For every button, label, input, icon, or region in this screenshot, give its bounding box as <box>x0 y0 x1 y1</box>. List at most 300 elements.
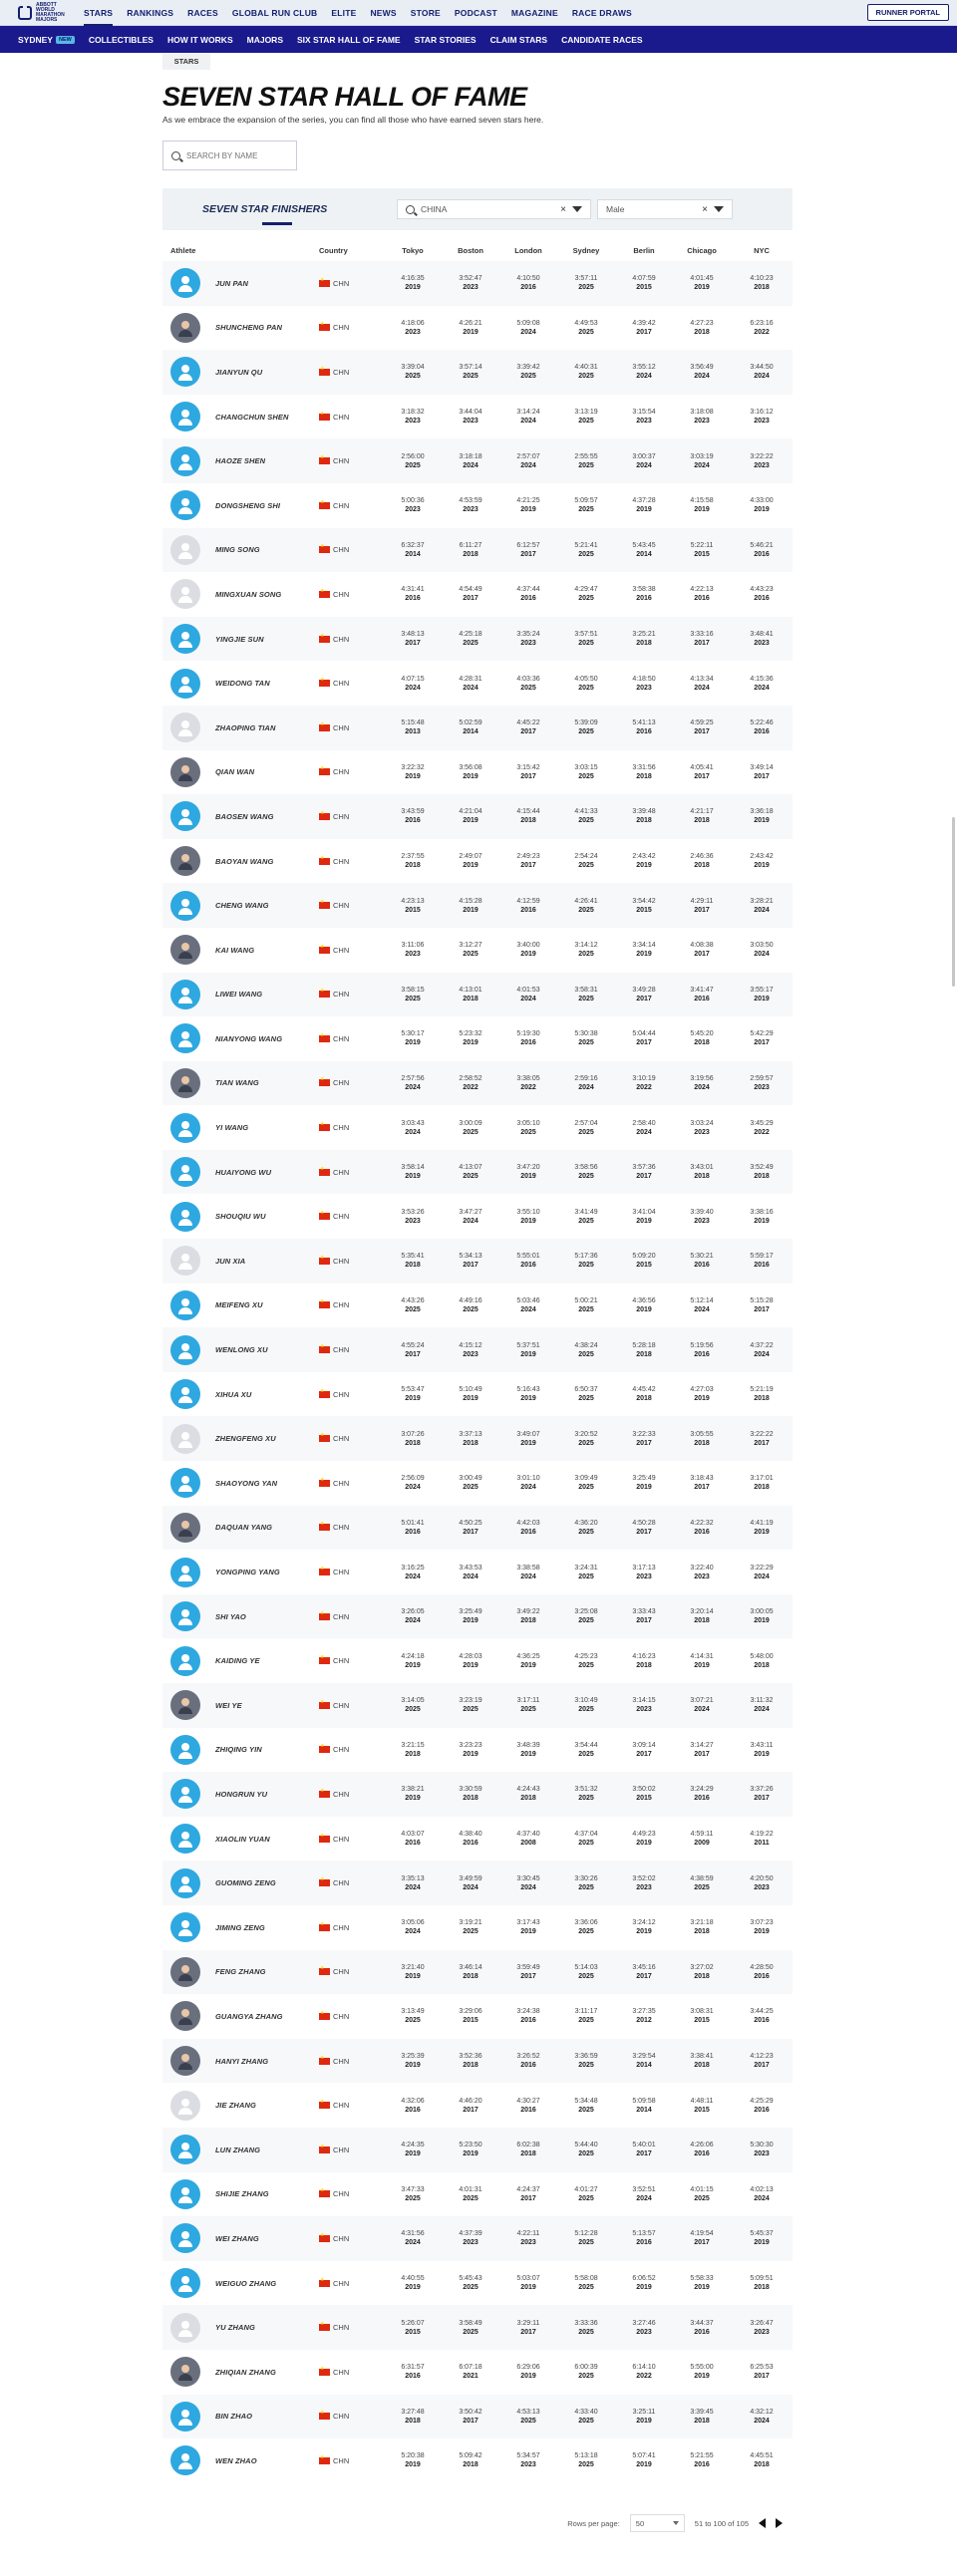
finish-year: 2016 <box>754 2017 770 2025</box>
nav-item-stars[interactable]: STARS <box>84 0 113 26</box>
country-cell <box>319 528 384 573</box>
result-cell <box>615 2039 673 2084</box>
athlete-name[interactable]: DONGSHENG SHI <box>215 500 281 510</box>
table-row[interactable] <box>162 839 793 884</box>
result-cell <box>615 1728 673 1773</box>
table-header <box>162 240 793 261</box>
finish-time: 3:21:15 <box>401 1741 425 1749</box>
result-cell <box>557 1638 615 1683</box>
table-row[interactable] <box>162 750 793 795</box>
nav-item-podcast[interactable]: PODCAST <box>454 7 497 18</box>
athlete-name[interactable]: WEIGUO ZHANG <box>215 2278 277 2288</box>
china-flag-icon <box>319 1480 330 1487</box>
athlete-name[interactable]: BAOSEN WANG <box>215 811 274 821</box>
table-row[interactable] <box>162 572 793 617</box>
finish-year: 2025 <box>463 951 478 959</box>
country-code: CHN <box>333 2189 350 2199</box>
finish-time: 4:18:06 <box>401 319 425 327</box>
finish-year: 2016 <box>636 595 652 603</box>
country-cell <box>319 1772 384 1817</box>
result-cell <box>615 1061 673 1106</box>
result-cell <box>384 2083 442 2128</box>
table-row[interactable] <box>162 617 793 662</box>
table-row[interactable] <box>162 261 793 306</box>
table-row[interactable] <box>162 1105 793 1150</box>
result-cell <box>499 1461 557 1506</box>
column-header-sydney[interactable]: Sydney <box>572 246 600 255</box>
athlete-name[interactable]: CHANGCHUN SHEN <box>215 412 289 422</box>
finish-time: 4:49:23 <box>632 1831 656 1839</box>
column-header-chicago[interactable]: Chicago <box>687 246 717 255</box>
finish-year: 2011 <box>754 1840 770 1848</box>
breadcrumb[interactable]: STARS <box>162 53 210 70</box>
athlete-name[interactable]: NIANYONG WANG <box>215 1033 283 1043</box>
table-row[interactable] <box>162 2039 793 2084</box>
finish-time: 3:39:45 <box>690 2408 714 2416</box>
finish-year: 2025 <box>578 1840 594 1848</box>
result-cell <box>615 839 673 884</box>
subnav-item-label: MAJORS <box>246 34 283 45</box>
athlete-cell <box>162 750 319 795</box>
result-cell <box>442 528 499 573</box>
subnav-item-six-star-hall-of-fame[interactable] <box>297 35 401 45</box>
athlete-cell <box>162 883 319 928</box>
table-row[interactable] <box>162 1594 793 1639</box>
table-row[interactable] <box>162 1860 793 1905</box>
finish-year: 2016 <box>694 2461 710 2469</box>
table-row[interactable] <box>162 1150 793 1195</box>
athlete-wrap <box>170 2313 319 2343</box>
athlete-name[interactable]: HONGRUN YU <box>215 1789 268 1799</box>
athlete-wrap <box>170 402 319 431</box>
finish-time: 3:33:43 <box>632 1608 656 1616</box>
result-cell <box>442 2172 499 2217</box>
athlete-name[interactable]: LIWEI WANG <box>215 990 263 1000</box>
athlete-name[interactable]: BAOYAN WANG <box>215 856 274 866</box>
athlete-name[interactable]: CHENG WANG <box>215 901 269 911</box>
result-cell <box>731 661 793 706</box>
table-row[interactable] <box>162 306 793 351</box>
result-cell <box>442 1327 499 1372</box>
finish-time: 3:03:24 <box>690 1119 714 1127</box>
table-row[interactable] <box>162 1061 793 1106</box>
finish-year: 2024 <box>754 1706 770 1714</box>
country-code: CHN <box>333 1078 350 1088</box>
table-row[interactable] <box>162 1016 793 1061</box>
runner-portal-button[interactable]: RUNNER PORTAL <box>867 4 949 21</box>
table-row[interactable] <box>162 1284 793 1328</box>
rows-per-page-select[interactable] <box>630 2514 685 2532</box>
table-row[interactable] <box>162 1372 793 1417</box>
finish-year: 2024 <box>694 1083 710 1091</box>
finish-time: 3:30:59 <box>459 1786 482 1794</box>
country-cell <box>319 750 384 795</box>
result-cell <box>731 750 793 795</box>
table-row[interactable] <box>162 1905 793 1950</box>
athlete-wrap <box>170 1424 319 1454</box>
table-row[interactable] <box>162 528 793 573</box>
nav-item-rankings[interactable]: RANKINGS <box>127 7 174 18</box>
china-flag-icon <box>319 2324 330 2331</box>
table-row[interactable] <box>162 2128 793 2172</box>
athlete-name[interactable]: LUN ZHANG <box>215 2145 261 2154</box>
table-row[interactable] <box>162 350 793 395</box>
chevron-down-icon[interactable] <box>714 206 724 212</box>
athlete-name[interactable]: ZHENGFENG XU <box>215 1434 276 1444</box>
table-row[interactable] <box>162 2216 793 2261</box>
subnav-item-majors[interactable] <box>247 35 283 45</box>
subnav-item-label: STAR STORIES <box>414 34 477 45</box>
table-row[interactable] <box>162 973 793 1017</box>
china-flag-icon <box>319 591 330 598</box>
clear-icon[interactable]: × <box>702 203 708 215</box>
result-cell <box>731 1550 793 1594</box>
finish-time: 2:57:07 <box>516 452 540 460</box>
athlete-name[interactable]: XIHUA XU <box>215 1389 252 1399</box>
country-code: CHN <box>333 1611 350 1621</box>
finish-time: 5:00:21 <box>574 1296 598 1304</box>
finish-time: 3:43:01 <box>690 1164 714 1172</box>
finish-time: 5:43:45 <box>632 541 656 549</box>
result-cell <box>731 1683 793 1728</box>
result-cell <box>499 1194 557 1239</box>
athlete-name[interactable]: SHAOYONG YAN <box>215 1478 278 1488</box>
finish-year: 2024 <box>520 1305 536 1313</box>
nav-item-races[interactable]: RACES <box>187 7 218 18</box>
table-row[interactable] <box>162 1638 793 1683</box>
finish-year: 2017 <box>636 1439 652 1447</box>
name-search-box[interactable] <box>162 141 297 170</box>
result-cell <box>731 1416 793 1461</box>
athlete-name[interactable]: JIANYUN QU <box>215 367 263 377</box>
table-row[interactable] <box>162 438 793 483</box>
country-cell <box>319 1728 384 1773</box>
table-row[interactable] <box>162 2261 793 2306</box>
result-cell <box>384 1105 442 1150</box>
result-cell <box>384 1550 442 1594</box>
athlete-cell <box>162 1061 319 1106</box>
previous-page-icon[interactable] <box>759 2518 766 2528</box>
table-row[interactable] <box>162 1416 793 1461</box>
finish-time: 3:23:23 <box>459 1741 482 1749</box>
finish-time: 3:54:44 <box>574 1741 598 1749</box>
finish-time: 3:17:43 <box>516 1919 540 1927</box>
athlete-name[interactable]: WENLONG XU <box>215 1345 268 1355</box>
athlete-name[interactable]: WEI ZHANG <box>215 2233 259 2243</box>
athlete-name[interactable]: WEN ZHAO <box>215 2455 257 2465</box>
finish-year: 2025 <box>578 328 594 336</box>
name-search-input[interactable] <box>186 151 286 160</box>
china-flag-icon <box>319 1435 330 1442</box>
table-row[interactable] <box>162 1506 793 1551</box>
athlete-name[interactable]: YONGPING YANG <box>215 1568 280 1577</box>
finish-year: 2019 <box>754 1750 770 1758</box>
athlete-name[interactable]: WEIDONG TAN <box>215 679 270 689</box>
table-row[interactable] <box>162 883 793 928</box>
finish-time: 5:15:48 <box>401 719 425 727</box>
finish-time: 5:19:30 <box>516 1030 540 1038</box>
china-flag-icon <box>319 546 330 553</box>
athlete-name[interactable]: YINGJIE SUN <box>215 634 264 644</box>
athlete-name[interactable]: ZHIQING YIN <box>215 1745 262 1755</box>
table-row[interactable] <box>162 1772 793 1817</box>
athlete-name[interactable]: JUN PAN <box>215 278 249 288</box>
finish-year: 2025 <box>578 1573 594 1580</box>
finish-year: 2017 <box>520 2194 536 2202</box>
finish-time: 5:30:17 <box>401 1030 425 1038</box>
table-row[interactable] <box>162 1950 793 1995</box>
result-cell <box>615 261 673 306</box>
finish-year: 2019 <box>405 2150 421 2158</box>
column-header-tokyo[interactable]: Tokyo <box>402 246 424 255</box>
athlete-name[interactable]: SHIJIE ZHANG <box>215 2189 269 2199</box>
result-cell <box>615 350 673 395</box>
finish-year: 2024 <box>520 1484 536 1492</box>
finish-year: 2017 <box>754 1039 770 1047</box>
athlete-name[interactable]: YI WANG <box>215 1123 249 1133</box>
country-filter[interactable] <box>397 199 591 219</box>
finish-time: 5:22:46 <box>750 719 774 727</box>
finish-year: 2017 <box>636 328 652 336</box>
country-code: CHN <box>333 2145 350 2154</box>
table-row[interactable] <box>162 1817 793 1861</box>
finish-time: 3:33:36 <box>574 2319 598 2327</box>
subnav-item-label: CANDIDATE RACES <box>561 34 643 45</box>
nav-item-global-run-club[interactable]: GLOBAL RUN CLUB <box>231 7 318 18</box>
finish-year: 2019 <box>463 2150 478 2158</box>
finish-year: 2016 <box>694 1795 710 1803</box>
result-cell <box>615 2172 673 2217</box>
table-row[interactable] <box>162 1461 793 1506</box>
china-flag-icon <box>319 1301 330 1308</box>
column-header-berlin[interactable]: Berlin <box>633 246 655 255</box>
result-cell <box>384 2216 442 2261</box>
table-row[interactable] <box>162 2172 793 2217</box>
athlete-name[interactable]: HANYI ZHANG <box>215 2056 269 2066</box>
nav-item-news[interactable]: NEWS <box>370 7 397 18</box>
chevron-down-icon[interactable] <box>572 206 582 212</box>
athlete-name[interactable]: TIAN WANG <box>215 1078 259 1088</box>
country-code: CHN <box>333 722 350 732</box>
finish-time: 3:18:43 <box>690 1475 714 1483</box>
athlete-name[interactable]: ZHIQIAN ZHANG <box>215 2367 276 2377</box>
finish-time: 5:09:20 <box>632 1253 656 1261</box>
result-cell <box>384 483 442 528</box>
result-cell <box>442 617 499 662</box>
avatar <box>170 757 200 787</box>
result-cell <box>615 528 673 573</box>
finish-year: 2016 <box>405 595 421 603</box>
athlete-name[interactable]: JIMING ZENG <box>215 1922 265 1932</box>
column-header-london[interactable]: London <box>514 246 542 255</box>
result-cell <box>384 2261 442 2306</box>
table-row[interactable] <box>162 1728 793 1773</box>
table-body <box>162 261 793 2483</box>
athlete-name[interactable]: HAOZE SHEN <box>215 456 266 466</box>
finish-year: 2024 <box>463 684 478 692</box>
result-cell <box>499 438 557 483</box>
table-row[interactable] <box>162 2350 793 2395</box>
avatar <box>170 2268 200 2298</box>
finish-year: 2018 <box>754 1173 770 1181</box>
result-cell <box>442 2039 499 2084</box>
finish-time: 3:17:01 <box>750 1475 774 1483</box>
finish-time: 4:27:03 <box>690 1386 714 1394</box>
country-code: CHN <box>333 1167 350 1177</box>
table-row[interactable] <box>162 2083 793 2128</box>
athlete-wrap <box>170 268 319 298</box>
result-cell <box>615 1905 673 1950</box>
finish-time: 3:58:49 <box>459 2319 482 2327</box>
result-cell <box>615 1239 673 1284</box>
athlete-name[interactable]: HUAIYONG WU <box>215 1167 272 1177</box>
result-cell <box>499 2261 557 2306</box>
athlete-cell <box>162 438 319 483</box>
subnav-item-how-it-works[interactable] <box>167 35 233 45</box>
finish-year: 2017 <box>754 1795 770 1803</box>
athlete-name[interactable]: MING SONG <box>215 545 260 555</box>
finish-time: 3:25:49 <box>632 1475 656 1483</box>
subnav-item-sydney[interactable] <box>18 35 75 45</box>
finish-time: 3:37:13 <box>459 1430 482 1438</box>
table-row[interactable] <box>162 2305 793 2350</box>
finish-year: 2017 <box>636 1528 652 1536</box>
athlete-name[interactable]: GUOMING ZENG <box>215 1878 276 1888</box>
athlete-name[interactable]: SHUNCHENG PAN <box>215 323 282 333</box>
athlete-cell <box>162 2216 319 2261</box>
finish-time: 3:11:32 <box>750 1697 774 1705</box>
result-cell <box>557 1061 615 1106</box>
result-cell <box>673 794 731 839</box>
finish-year: 2016 <box>694 595 710 603</box>
finish-year: 2023 <box>405 1217 421 1225</box>
result-cell <box>731 2128 793 2172</box>
finish-year: 2016 <box>694 1528 710 1536</box>
subnav-item-claim-stars[interactable] <box>490 35 547 45</box>
athlete-name[interactable]: FENG ZHANG <box>215 1967 266 1977</box>
finish-year: 2023 <box>694 418 710 426</box>
finish-time: 3:27:48 <box>401 2408 425 2416</box>
athlete-name[interactable]: GUANGYA ZHANG <box>215 2011 283 2021</box>
table-row[interactable] <box>162 928 793 973</box>
table-row[interactable] <box>162 794 793 839</box>
table-row[interactable] <box>162 1239 793 1284</box>
athlete-name[interactable]: KAIDING YE <box>215 1656 260 1666</box>
athlete-name[interactable]: SHOUQIU WU <box>215 1212 266 1222</box>
athlete-name[interactable]: JIE ZHANG <box>215 2101 256 2111</box>
table-row[interactable] <box>162 2395 793 2439</box>
athlete-name[interactable]: BIN ZHAO <box>215 2412 253 2422</box>
nav-item-elite[interactable]: ELITE <box>331 7 357 18</box>
column-header-boston[interactable]: Boston <box>458 246 483 255</box>
result-cell <box>731 883 793 928</box>
finish-time: 6:00:39 <box>574 2364 598 2372</box>
athlete-name[interactable]: SHI YAO <box>215 1611 246 1621</box>
country-cell <box>319 1416 384 1461</box>
athlete-name[interactable]: YU ZHANG <box>215 2323 255 2333</box>
table-row[interactable] <box>162 1550 793 1594</box>
finish-year: 2025 <box>578 1795 594 1803</box>
finish-year: 2023 <box>754 2150 770 2158</box>
nav-item-store[interactable]: STORE <box>410 7 441 18</box>
athlete-name[interactable]: MEIFENG XU <box>215 1300 263 1310</box>
result-cell <box>731 839 793 884</box>
gender-filter[interactable] <box>597 199 733 219</box>
finish-year: 2019 <box>463 1750 478 1758</box>
finish-time: 3:03:19 <box>690 452 714 460</box>
finish-year: 2016 <box>520 1039 536 1047</box>
country-cell <box>319 883 384 928</box>
brand-logo[interactable] <box>18 3 66 23</box>
next-page-icon[interactable] <box>776 2518 783 2528</box>
athlete-cell <box>162 706 319 750</box>
table-row[interactable] <box>162 1994 793 2039</box>
table-row[interactable] <box>162 2438 793 2483</box>
finish-time: 2:43:42 <box>750 853 774 861</box>
column-header-nyc[interactable]: NYC <box>754 246 770 255</box>
finish-year: 2024 <box>405 1128 421 1136</box>
athlete-name[interactable]: WEI YE <box>215 1700 242 1710</box>
table-row[interactable] <box>162 483 793 528</box>
subnav-item-collectibles[interactable] <box>89 35 154 45</box>
athlete-name[interactable]: QIAN WAN <box>215 767 255 777</box>
result-cell <box>499 1817 557 1861</box>
finish-year: 2023 <box>405 506 421 514</box>
finish-year: 2019 <box>463 1661 478 1669</box>
scrollbar-thumb[interactable] <box>952 817 955 987</box>
finish-year: 2017 <box>694 1750 710 1758</box>
result-cell <box>615 395 673 439</box>
finish-year: 2018 <box>463 1439 478 1447</box>
clear-icon[interactable]: × <box>560 203 566 215</box>
table-row[interactable] <box>162 661 793 706</box>
result-cell <box>673 2438 731 2483</box>
athlete-name[interactable]: DAQUAN YANG <box>215 1523 273 1533</box>
finish-year: 2025 <box>520 373 536 381</box>
finish-time: 3:49:22 <box>516 1608 540 1616</box>
athlete-wrap <box>170 1246 319 1276</box>
result-cell <box>442 483 499 528</box>
table-row[interactable] <box>162 706 793 750</box>
subnav-item-candidate-races[interactable] <box>561 35 643 45</box>
athlete-name[interactable]: ZHAOPING TIAN <box>215 722 276 732</box>
athlete-name[interactable]: KAI WANG <box>215 945 255 955</box>
subnav-item-star-stories[interactable] <box>415 35 477 45</box>
finish-year: 2023 <box>754 1083 770 1091</box>
athlete-name[interactable]: MINGXUAN SONG <box>215 589 282 599</box>
nav-item-race-draws[interactable]: RACE DRAWS <box>571 7 632 18</box>
finish-time: 4:33:00 <box>750 497 774 505</box>
finish-time: 4:05:41 <box>690 763 714 771</box>
finish-year: 2019 <box>754 506 770 514</box>
table-row[interactable] <box>162 1327 793 1372</box>
china-flag-icon <box>319 324 330 331</box>
finish-time: 6:02:38 <box>516 2142 540 2149</box>
result-cell <box>384 883 442 928</box>
nav-item-magazine[interactable]: MAGAZINE <box>510 7 558 18</box>
finish-time: 4:31:56 <box>401 2230 425 2238</box>
table-row[interactable] <box>162 395 793 439</box>
athlete-wrap <box>170 980 319 1009</box>
finish-time: 3:05:10 <box>516 1119 540 1127</box>
finish-year: 2017 <box>636 2150 652 2158</box>
table-row[interactable] <box>162 1683 793 1728</box>
result-cell <box>442 306 499 351</box>
table-row[interactable] <box>162 1194 793 1239</box>
athlete-name[interactable]: JUN XIA <box>215 1256 246 1266</box>
athlete-name[interactable]: XIAOLIN YUAN <box>215 1834 270 1844</box>
result-cell <box>731 1860 793 1905</box>
